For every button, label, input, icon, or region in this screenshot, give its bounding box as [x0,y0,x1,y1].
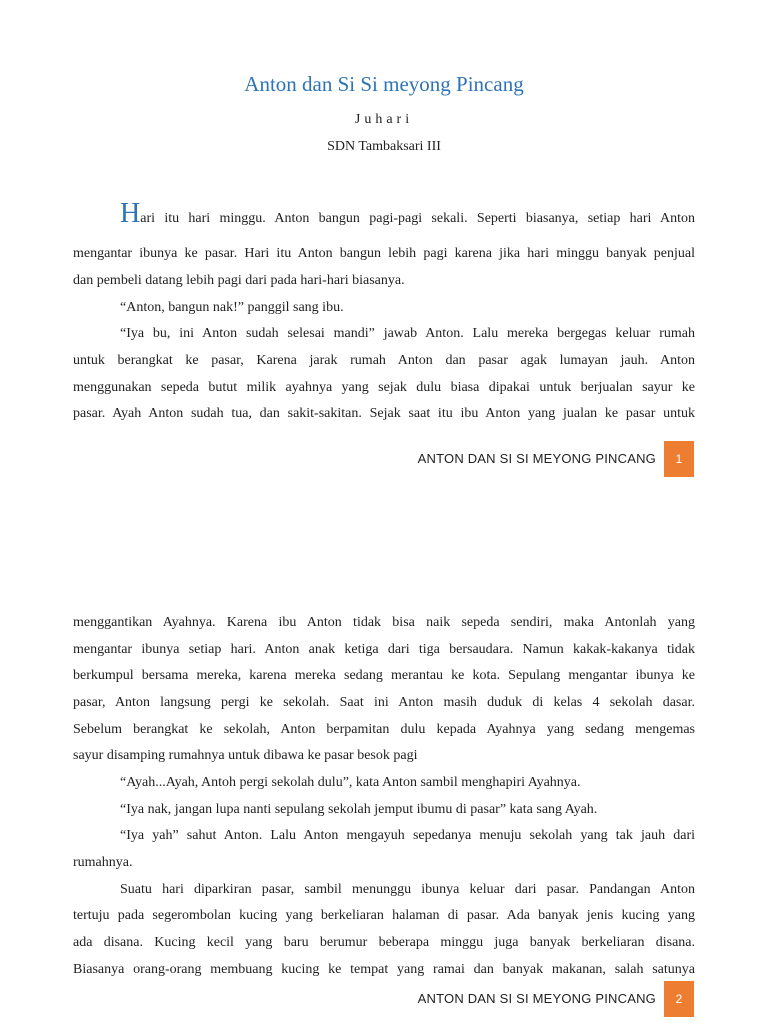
paragraph-line: Biasanya orang-orang membuang kucing ke tempat yang ramai dan banyak makanan, salah satunya [73,962,695,977]
paragraph-line: untuk berangkat ke pasar, Karena jarak rumah Anton dan pasar agak lumayan jauh. Anton [73,353,695,368]
page-number-badge: 2 [664,981,694,1017]
paragraph-line: menggunakan sepeda butut milik ayahnya yang sejak dulu biasa dipakai untuk berjualan sayur ke [73,380,695,395]
paragraph-line: Sebelum berangkat ke sekolah, Anton berpamitan dulu kepada Ayahnya yang sedang mengemas [73,722,695,737]
footer-title: ANTON DAN SI SI MEYONG PINCANG [417,991,656,1006]
document-title: Anton dan Si Si meyong Pincang [244,72,524,96]
paragraph-line: mengantar ibunya ke pasar. Hari itu Anton bangun lebih pagi karena jika hari minggu banyak penjual [73,246,695,261]
drop-cap: H [120,198,141,229]
paragraph-line: pasar, Anton langsung pergi ke sekolah. Saat ini Anton masih duduk di kelas 4 sekolah dasar. [73,695,695,710]
page-2 [0,480,768,1024]
paragraph-line: Hari itu hari minggu. Anton bangun pagi-pagi sekali. Seperti biasanya, setiap hari Anton [120,198,695,229]
page-1 [0,0,768,480]
paragraph-line: “Anton, bangun nak!” panggil sang ibu. [120,300,344,315]
paragraph-line: Suatu hari diparkiran pasar, sambil menunggu ibunya keluar dari pasar. Pandangan Anton [120,882,695,897]
school-name: SDN Tambaksari III [327,139,441,154]
paragraph-line: dan pembeli datang lebih pagi dari pada hari-hari biasanya. [73,273,405,288]
paragraph-line: “Iya bu, ini Anton sudah selesai mandi” jawab Anton. Lalu mereka bergegas keluar rumah [120,326,695,341]
page-number-badge: 1 [664,441,694,477]
footer-title: ANTON DAN SI SI MEYONG PINCANG [417,451,656,466]
page-footer [0,981,768,1017]
paragraph-line: rumahnya. [73,855,133,870]
paragraph-line: “Iya yah” sahut Anton. Lalu Anton mengayuh sepedanya menuju sekolah yang tak jauh dari [120,828,695,843]
paragraph-line: tertuju pada segerombolan kucing yang berkeliaran halaman di pasar. Ada banyak jenis kucing yang [73,908,695,923]
paragraph-line: sayur disamping rumahnya untuk dibawa ke pasar besok pagi [73,748,418,763]
page-footer [0,441,768,477]
paragraph-line: ada disana. Kucing kecil yang baru berumur beberapa minggu juga banyak berkeliaran disana. [73,935,695,950]
paragraph-line: mengantar ibunya setiap hari. Anton anak ketiga dari tiga bersaudara. Namun kakak-kakanya tidak [73,642,695,657]
paragraph-line: “Ayah...Ayah, Antoh pergi sekolah dulu”, kata Anton sambil menghapiri Ayahnya. [120,775,581,790]
paragraph-line: “Iya nak, jangan lupa nanti sepulang sekolah jemput ibumu di pasar” kata sang Ayah. [120,802,598,817]
author-name: Juhari [354,112,414,127]
paragraph-line: berkumpul bersama mereka, karena mereka sedang merantau ke kota. Sepulang mengantar ibunya ke [73,668,695,683]
paragraph-line: pasar. Ayah Anton sudah tua, dan sakit-sakitan. Sejak saat itu ibu Anton yang jualan ke pasar untuk [73,406,695,421]
paragraph-line: menggantikan Ayahnya. Karena ibu Anton tidak bisa naik sepeda sendiri, maka Antonlah yang [73,615,695,630]
